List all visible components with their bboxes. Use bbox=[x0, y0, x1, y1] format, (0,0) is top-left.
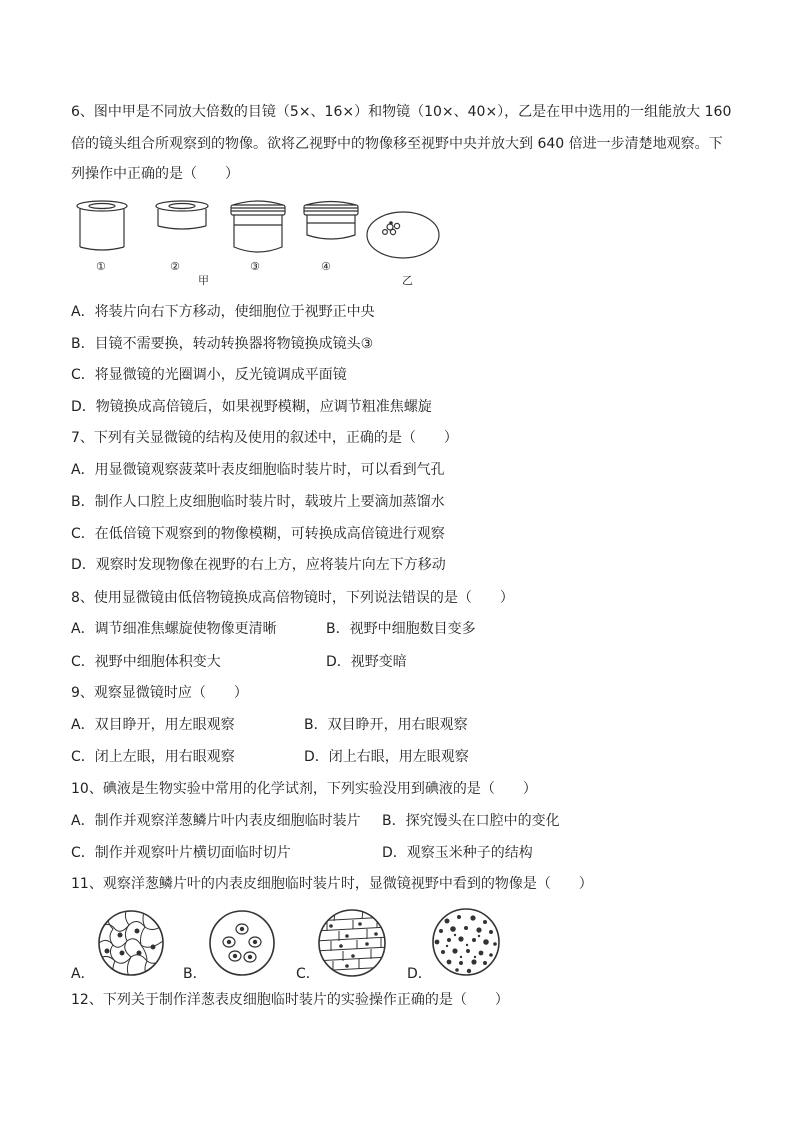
q11-option-a-label: A． bbox=[71, 966, 95, 982]
q6-stem-line-1: 6、图中甲是不同放大倍数的目镜（5×、16×）和物镜（10×、40×），乙是在甲中选用的一组能放大 160 bbox=[71, 104, 732, 120]
label-1: ① bbox=[96, 260, 106, 273]
q8-option-c: C．视野中细胞体积变大 bbox=[71, 654, 221, 670]
lens-4-objective-short-icon bbox=[304, 202, 358, 240]
q7-option-d: D．观察时发现物像在视野的右上方，应将装片向左下方移动 bbox=[71, 557, 446, 573]
q11-stem: 11、观察洋葱鳞片叶的内表皮细胞临时装片时，显微镜视野中看到的物像是（ ） bbox=[71, 876, 593, 892]
lens-1-eyepiece-long-icon bbox=[77, 201, 127, 250]
q6-option-d: D．物镜换成高倍镜后，如果视野模糊，应调节粗准焦螺旋 bbox=[71, 399, 432, 415]
q9-option-a: A．双目睁开，用左眼观察 bbox=[71, 717, 235, 733]
q10-stem: 10、碘液是生物实验中常用的化学试剂，下列实验没用到碘液的是（ ） bbox=[71, 781, 537, 797]
q7-stem: 7、下列有关显微镜的结构及使用的叙述中，正确的是（ ） bbox=[71, 430, 458, 446]
q12-stem: 12、下列关于制作洋葱表皮细胞临时装片的实验操作正确的是（ ） bbox=[71, 992, 509, 1008]
q11-option-c-label: C． bbox=[296, 966, 320, 982]
microscope-lens-figure bbox=[70, 195, 450, 290]
field-of-view-icon bbox=[367, 212, 439, 258]
q10-option-c: C．制作并观察叶片横切面临时切片 bbox=[71, 845, 291, 861]
label-2: ② bbox=[170, 260, 180, 273]
q6-stem-line-3: 列操作中正确的是（ ） bbox=[71, 166, 239, 182]
q8-option-d: D．视野变暗 bbox=[326, 654, 407, 670]
lens-2-eyepiece-short-icon bbox=[156, 201, 208, 229]
q6-option-a: A．将装片向右下方移动，使细胞位于视野正中央 bbox=[71, 304, 375, 320]
q10-option-b: B．探究馒头在口腔中的变化 bbox=[382, 813, 560, 829]
q6-option-b: B．目镜不需要换，转动转换器将物镜换成镜头③ bbox=[71, 336, 374, 352]
micrograph-a-icon bbox=[99, 909, 165, 977]
q9-option-d: D．闭上右眼，用左眼观察 bbox=[304, 749, 469, 765]
label-4: ④ bbox=[321, 260, 331, 273]
q8-stem: 8、使用显微镜由低倍物镜换成高倍物镜时，下列说法错误的是（ ） bbox=[71, 590, 514, 606]
micrograph-d-icon bbox=[433, 909, 499, 975]
q8-option-a: A．调节细准焦螺旋使物像更清晰 bbox=[71, 621, 277, 637]
q6-stem-line-2: 倍的镜头组合所观察到的物像。欲将乙视野中的物像移至视野中央并放大到 640 倍进一步清楚地观察。下 bbox=[71, 136, 723, 152]
q8-option-b: B．视野中细胞数目变多 bbox=[326, 621, 476, 637]
label-3: ③ bbox=[250, 260, 260, 273]
q9-option-b: B．双目睁开，用右眼观察 bbox=[304, 717, 468, 733]
q9-stem: 9、观察显微镜时应（ ） bbox=[71, 685, 248, 701]
micrograph-b-icon bbox=[210, 911, 274, 975]
micrograph-c-icon bbox=[315, 910, 390, 976]
label-jia: 甲 bbox=[198, 274, 209, 287]
q7-option-b: B．制作人口腔上皮细胞临时装片时，载玻片上要滴加蒸馏水 bbox=[71, 494, 445, 510]
q9-option-c: C．闭上左眼，用右眼观察 bbox=[71, 749, 235, 765]
q10-option-d: D．观察玉米种子的结构 bbox=[382, 845, 533, 861]
label-yi: 乙 bbox=[402, 274, 413, 287]
q6-option-c: C．将显微镜的光圈调小，反光镜调成平面镜 bbox=[71, 367, 347, 383]
q11-option-d-label: D． bbox=[407, 966, 432, 982]
q7-option-c: C．在低倍镜下观察到的物像模糊，可转换成高倍镜进行观察 bbox=[71, 526, 445, 542]
lens-3-objective-long-icon bbox=[231, 201, 285, 252]
q10-option-a: A．制作并观察洋葱鳞片叶内表皮细胞临时装片 bbox=[71, 813, 361, 829]
q7-option-a: A．用显微镜观察菠菜叶表皮细胞临时装片时，可以看到气孔 bbox=[71, 462, 445, 478]
q11-option-b-label: B． bbox=[183, 966, 207, 982]
